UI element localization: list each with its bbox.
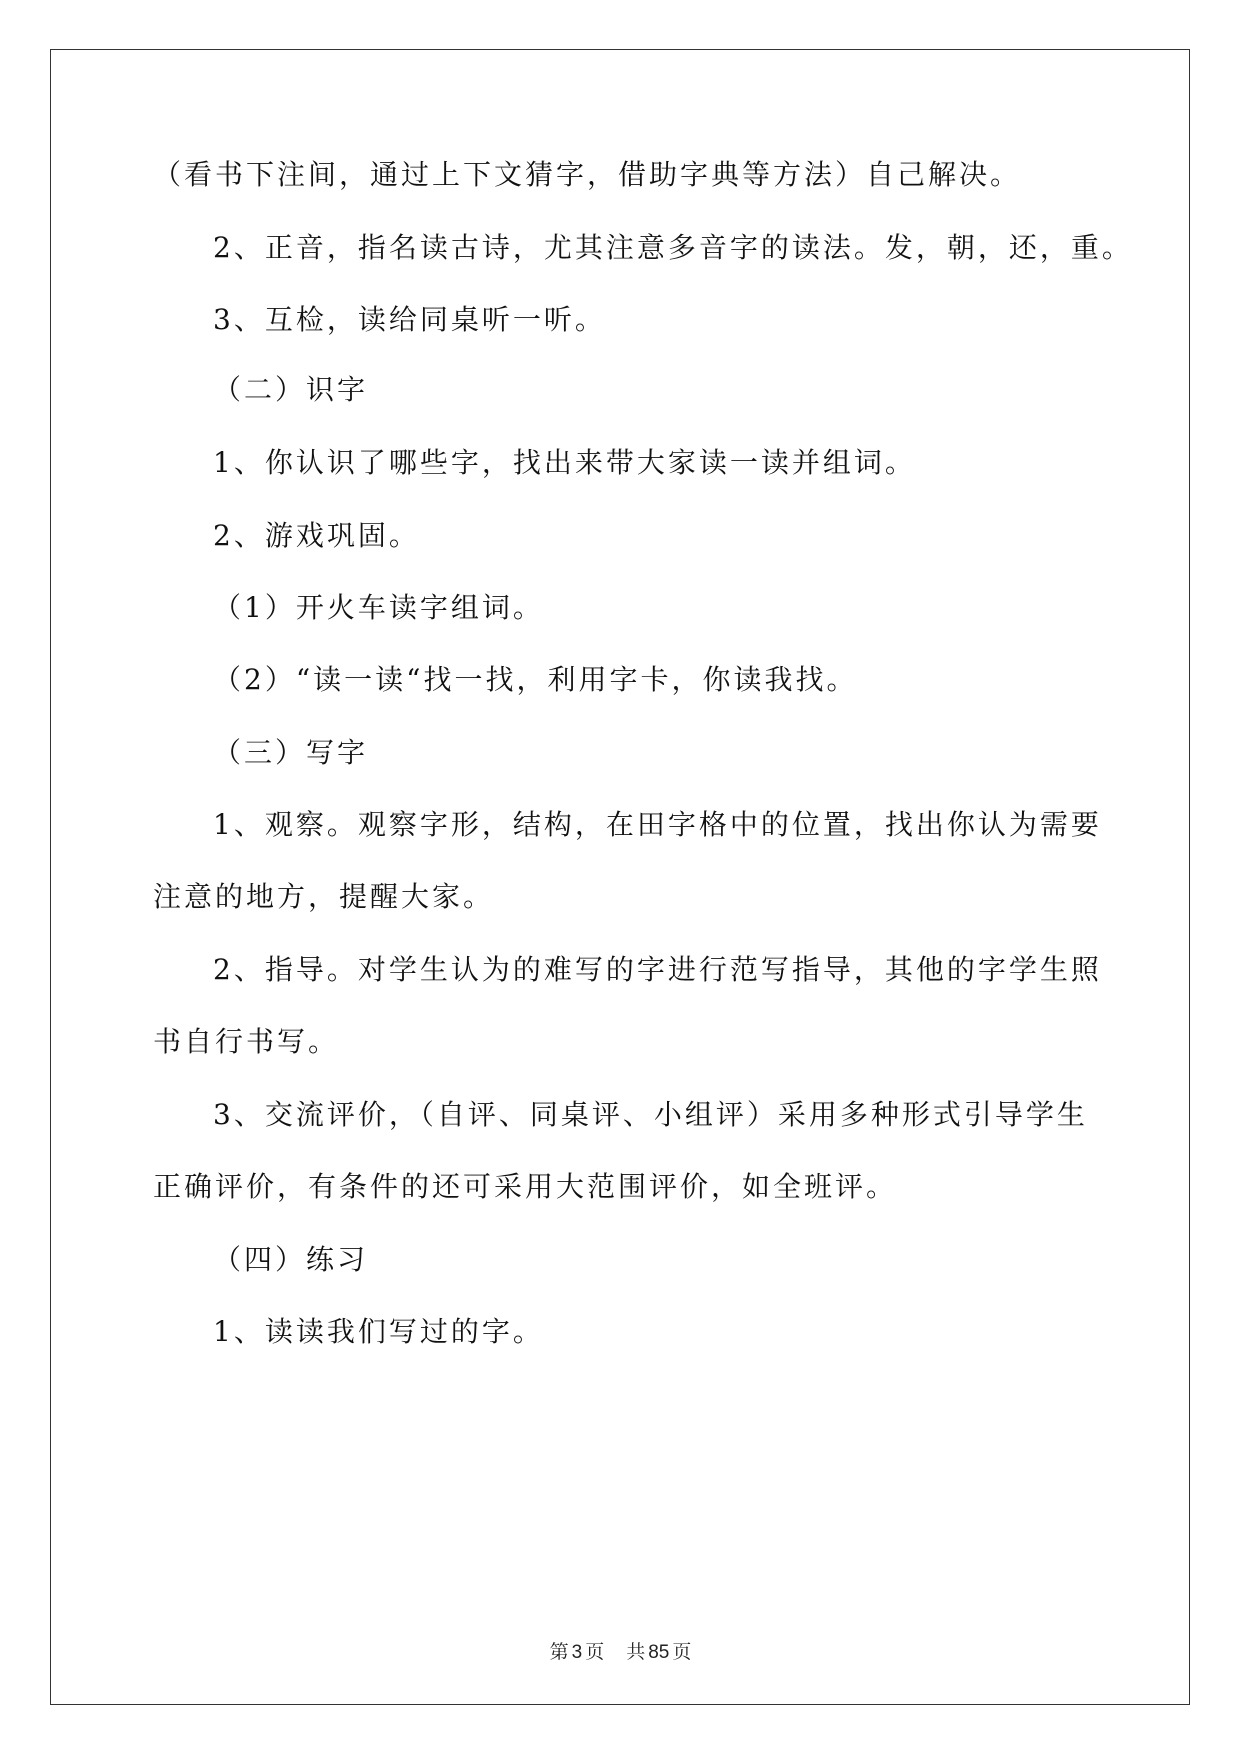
paragraph: 1、读读我们写过的字。 (213, 1315, 544, 1348)
paragraph-continuation: 注意的地方，提醒大家。 (153, 880, 495, 913)
paragraph-continuation: （看书下注间，通过上下文猜字，借助字典等方法）自己解决。 (153, 158, 1022, 191)
paragraph: 3、互检，读给同桌听一听。 (213, 303, 606, 336)
paragraph: 1、你认识了哪些字，找出来带大家读一读并组词。 (213, 446, 916, 479)
total-suffix: 页 (672, 1641, 692, 1663)
paragraph-continuation: 书自行书写。 (153, 1025, 340, 1058)
paragraph: 2、指导。对学生认为的难写的字进行范写指导，其他的字学生照 (213, 953, 1102, 986)
section-heading: （三）写字 (213, 736, 369, 769)
paragraph: 2、正音，指名读古诗，尤其注意多音字的读法。发，朝，还，重。 (213, 231, 1133, 264)
page-prefix: 第 (549, 1641, 569, 1663)
page-footer (0, 1640, 1241, 1665)
page-suffix: 页 (585, 1641, 605, 1663)
page-number: 3 (571, 1642, 583, 1663)
paragraph: （2）“读一读“找一找，利用字卡，你读我找。 (213, 663, 858, 696)
paragraph: 1、观察。观察字形，结构，在田字格中的位置，找出你认为需要 (213, 808, 1102, 841)
total-prefix: 共 (626, 1641, 646, 1663)
paragraph: （1）开火车读字组词。 (213, 591, 544, 624)
paragraph-continuation: 正确评价，有条件的还可采用大范围评价，如全班评。 (153, 1170, 898, 1203)
total-pages: 85 (648, 1642, 670, 1663)
paragraph: 2、游戏巩固。 (213, 519, 420, 552)
section-heading: （四）练习 (213, 1243, 369, 1276)
section-heading: （二）识字 (213, 373, 369, 406)
paragraph: 3、交流评价，（自评、同桌评、小组评）采用多种形式引导学生 (213, 1098, 1088, 1131)
